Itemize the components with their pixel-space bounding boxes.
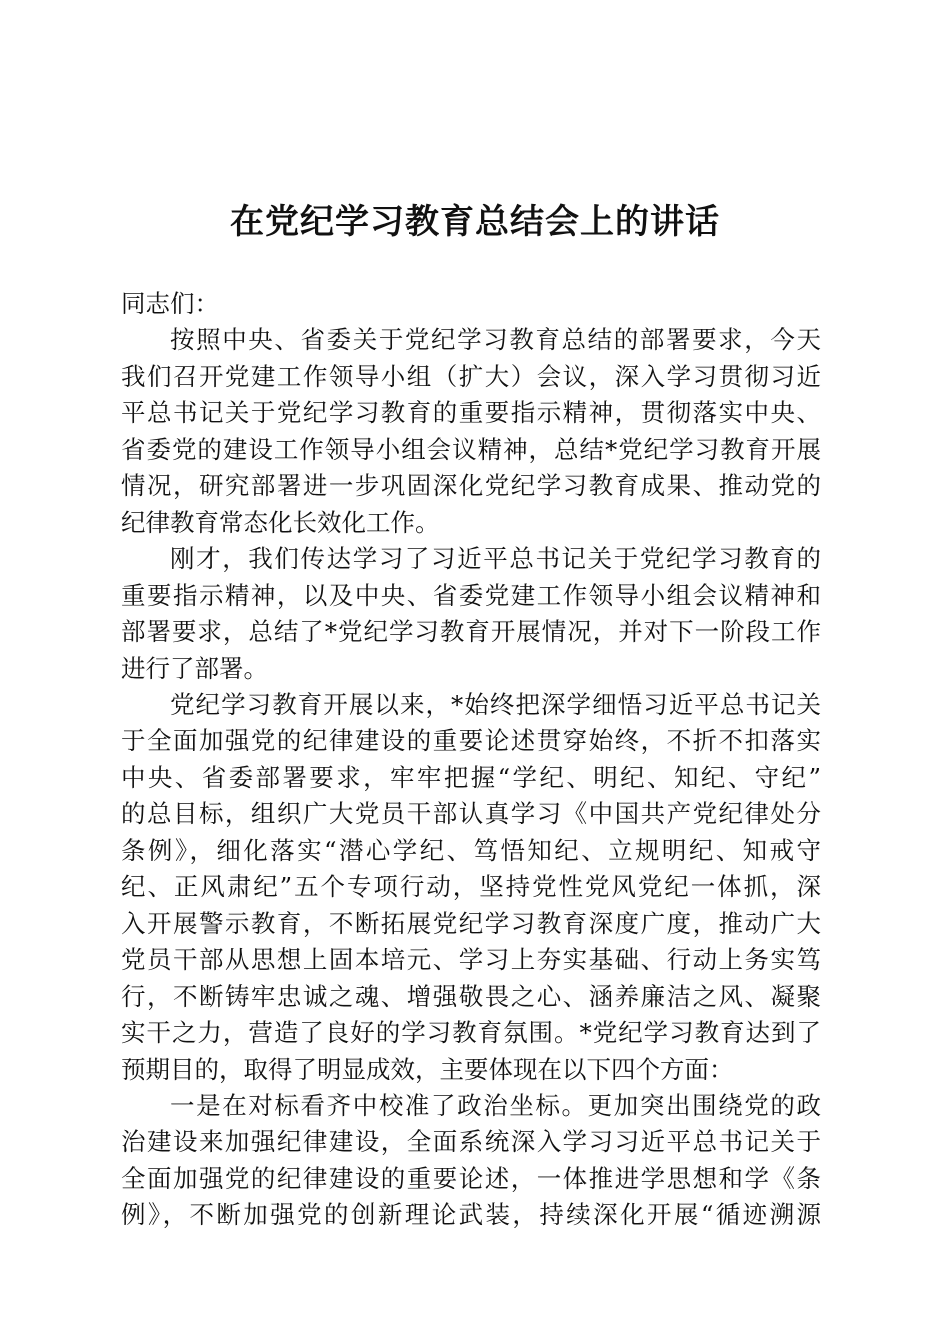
text-line: 重要指示精神，以及中央、省委党建工作领导小组会议精神和	[121, 580, 821, 610]
paragraph-3	[121, 687, 821, 1088]
text-line: 的总目标，组织广大党员干部认真学习《中国共产党纪律处分	[121, 799, 821, 829]
text-line: 入开展警示教育，不断拓展党纪学习教育深度广度，推动广大	[121, 908, 821, 938]
text-line: 中央、省委部署要求，牢牢把握“学纪、明纪、知纪、守纪”	[121, 762, 821, 792]
text-line: 刚才，我们传达学习了习近平总书记关于党纪学习教育的	[170, 544, 821, 574]
paragraph-4	[121, 1088, 821, 1234]
text-line: 情况，研究部署进一步巩固深化党纪学习教育成果、推动党的	[121, 471, 821, 501]
text-line: 实干之力，营造了良好的学习教育氛围。*党纪学习教育达到了	[121, 1018, 821, 1048]
text-line: 纪、正风肃纪”五个专项行动，坚持党性党风党纪一体抓，深	[121, 872, 821, 902]
paragraph-1	[121, 322, 821, 541]
text-line: 治建设来加强纪律建设，全面系统深入学习习近平总书记关于	[121, 1127, 821, 1157]
text-line: 进行了部署。	[121, 653, 268, 683]
text-line: 预期目的，取得了明显成效，主要体现在以下四个方面：	[121, 1054, 734, 1084]
text-line: 党员干部从思想上固本培元、学习上夯实基础、行动上务实笃	[121, 945, 821, 975]
paragraph-2	[121, 541, 821, 687]
document-title: 在党纪学习教育总结会上的讲话	[230, 202, 720, 242]
text-line: 行，不断铸牢忠诚之魂、增强敬畏之心、涵养廉洁之风、凝聚	[121, 981, 821, 1011]
text-line: 我们召开党建工作领导小组（扩大）会议，深入学习贯彻习近	[121, 361, 821, 391]
text-line: 一是在对标看齐中校准了政治坐标。更加突出围绕党的政	[170, 1090, 821, 1120]
text-line: 省委党的建设工作领导小组会议精神，总结*党纪学习教育开展	[121, 434, 821, 464]
text-line: 党纪学习教育开展以来，*始终把深学细悟习近平总书记关	[170, 689, 821, 719]
text-line: 纪律教育常态化长效化工作。	[121, 507, 440, 537]
document-body	[121, 286, 821, 1234]
text-line: 于全面加强党的纪律建设的重要论述贯穿始终，不折不扣落实	[121, 726, 821, 756]
text-line: 平总书记关于党纪学习教育的重要指示精神，贯彻落实中央、	[121, 398, 821, 428]
text-line: 部署要求，总结了*党纪学习教育开展情况，并对下一阶段工作	[121, 617, 821, 647]
text-line: 条例》，细化落实“潜心学纪、笃悟知纪、立规明纪、知戒守	[121, 835, 821, 865]
text-line: 例》，不断加强党的创新理论武装，持续深化开展“循迹溯源	[121, 1200, 821, 1230]
salutation: 同志们：	[121, 289, 219, 318]
text-line: 按照中央、省委关于党纪学习教育总结的部署要求，今天	[170, 325, 821, 355]
text-line: 全面加强党的纪律建设的重要论述，一体推进学思想和学《条	[121, 1163, 821, 1193]
